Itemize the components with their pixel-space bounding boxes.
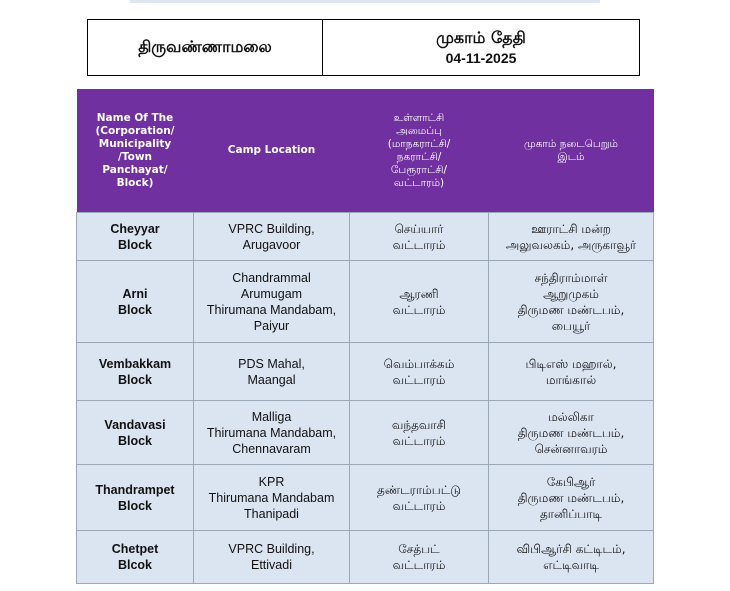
cell-name: Chetpet Blcok xyxy=(77,531,194,584)
cell-location: VPRC Building, Arugavoor xyxy=(194,213,350,261)
cell-location: Chandrammal Arumugam Thirumana Mandabam, Paiyur xyxy=(194,261,350,343)
camp-table xyxy=(76,89,654,584)
cell-name: Thandrampet Block xyxy=(77,465,194,531)
cell-location: VPRC Building, Ettivadi xyxy=(194,531,350,584)
cell-venue: கேபிஆர் திருமண மண்டபம், தானிப்பாடி xyxy=(489,465,654,531)
table-header-row xyxy=(77,89,654,213)
cell-venue: சந்திராம்மாள் ஆறுமுகம் திருமண மண்டபம், பையூர் xyxy=(489,261,654,343)
cell-local-body: வந்தவாசி வட்டாரம் xyxy=(350,401,489,465)
table-row xyxy=(77,465,654,531)
cell-name: Vandavasi Block xyxy=(77,401,194,465)
district-name: திருவண்ணாமலை xyxy=(88,20,323,75)
cell-local-body: ஆரணி வட்டாரம் xyxy=(350,261,489,343)
table-row xyxy=(77,261,654,343)
cell-name: Cheyyar Block xyxy=(77,213,194,261)
camp-date-label: முகாம் தேதி xyxy=(436,27,526,47)
table-row xyxy=(77,401,654,465)
header-box xyxy=(87,19,640,76)
cell-local-body: சேத்பட் வட்டாரம் xyxy=(350,531,489,584)
cell-local-body: செய்யார் வட்டாரம் xyxy=(350,213,489,261)
table-row xyxy=(77,213,654,261)
table-row xyxy=(77,531,654,584)
camp-date: 04-11-2025 xyxy=(445,49,517,66)
top-rule xyxy=(130,0,600,3)
camp-date-cell xyxy=(323,20,639,75)
cell-name: Arni Block xyxy=(77,261,194,343)
column-header-local-body: உள்ளாட்சி அமைப்பு (மாநகராட்சி/ நகராட்சி/ பேரூராட்சி/ வட்டாரம்) xyxy=(350,89,489,213)
column-header-name: Name Of The (Corporation/ Municipality /Town Panchayat/ Block) xyxy=(77,89,194,213)
cell-venue: விபிஆர்சி கட்டிடம், எட்டிவாடி xyxy=(489,531,654,584)
cell-location: PDS Mahal, Maangal xyxy=(194,343,350,401)
column-header-location: Camp Location xyxy=(194,89,350,213)
cell-local-body: தண்டராம்பட்டு வட்டாரம் xyxy=(350,465,489,531)
table-row xyxy=(77,343,654,401)
cell-location: KPR Thirumana Mandabam Thanipadi xyxy=(194,465,350,531)
cell-location: Malliga Thirumana Mandabam, Chennavaram xyxy=(194,401,350,465)
cell-venue: பிடிஎஸ் மஹால், மாங்கால் xyxy=(489,343,654,401)
column-header-venue: முகாம் நடைபெறும் இடம் xyxy=(489,89,654,213)
cell-venue: மல்லிகா திருமண மண்டபம், சென்னாவரம் xyxy=(489,401,654,465)
cell-local-body: வெம்பாக்கம் வட்டாரம் xyxy=(350,343,489,401)
cell-name: Vembakkam Block xyxy=(77,343,194,401)
cell-venue: ஊராட்சி மன்ற அலுவலகம், அருகாவூர் xyxy=(489,213,654,261)
